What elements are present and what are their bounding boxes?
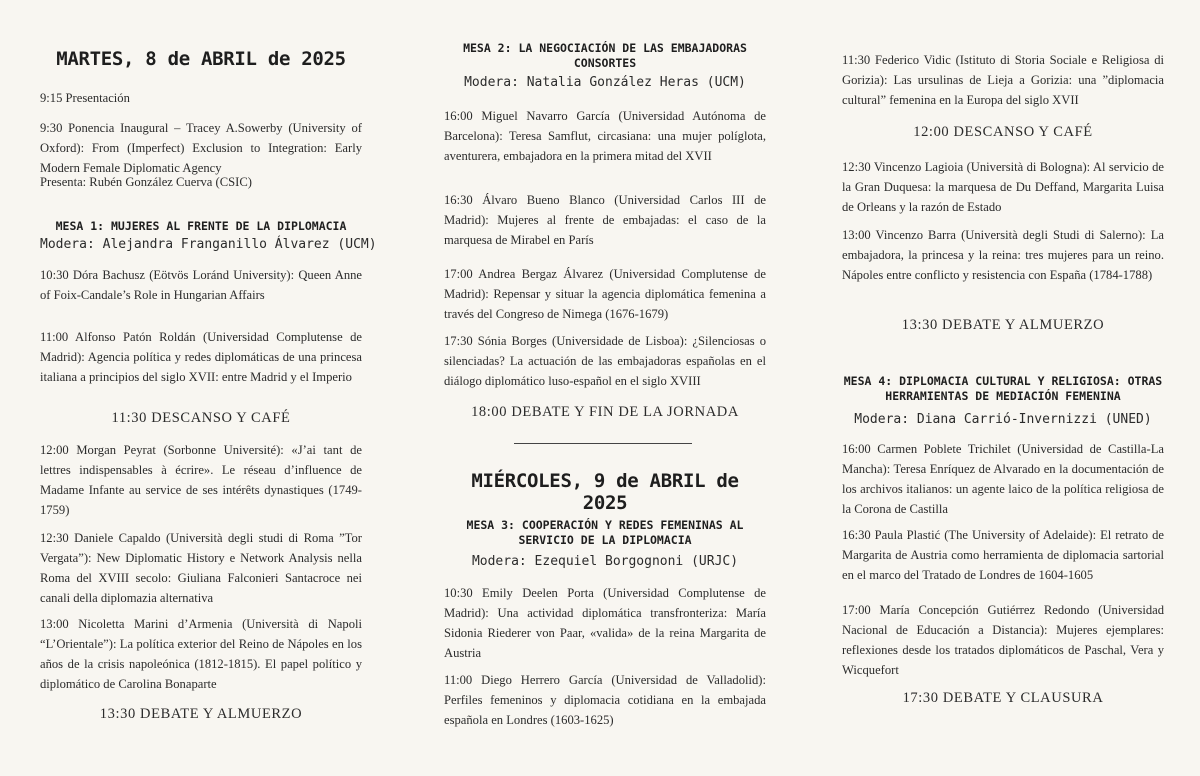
column-day-1 [40,0,377,776]
program-item: 9:15 Presentación [40,91,130,105]
break-item: 11:30 DESCANSO Y CAFÉ [111,410,291,426]
talk-item: 17:00 Andrea Bergaz Álvarez (Universidad Complutense de Madrid): Repensar y situar la agencia diplomática femenina a través del Congreso de Nimega (1676-1679) [444,267,766,321]
break-item: 12:00 DESCANSO Y CAFÉ [913,124,1093,140]
talk-item: 11:00 Diego Herrero García (Universidad de Valladolid): Perfiles femeninos y diplomacia cotidiana en la embajada española en Londres (1603-1625) [444,673,766,727]
break-item: 13:30 DEBATE Y ALMUERZO [901,317,1105,333]
day-heading: MARTES, 8 de ABRIL de 2025 [56,48,346,70]
talk-item: 11:00 Alfonso Patón Roldán (Universidad Complutense de Madrid): Agencia política y redes diplomáticas de una princesa italiana a principios del siglo XVII: entre Madrid y el Imperio [40,330,362,384]
talk-item: 12:00 Morgan Peyrat (Sorbonne Université): «J’ai tant de lettres indispensables à écrire». Le réseau d’influence de Madame Infante au service de ses intérêts dynastiques (1749-1759) [40,443,362,517]
talk-item: 13:00 Vincenzo Barra (Università degli Studi di Salerno): La embajadora, la princesa y la reina: tres mujeres para un reino. Nápoles entre conflicto y resistencia con España (1784-1788) [842,228,1164,282]
talk-item: 13:00 Nicoletta Marini d’Armenia (Università di Napoli “L’Orientale”): La política exterior del Reino de Nápoles en los años de la crisis napoleónica (1812-1815). El papel político y diplomático de Carolina Bonaparte [40,617,362,691]
panel-moderator: Modera: Ezequiel Borgognoni (URJC) [471,554,739,569]
day-heading: MIÉRCOLES, 9 de ABRIL de 2025 [471,470,739,514]
talk-item: 16:00 Miguel Navarro García (Universidad Autónoma de Barcelona): Teresa Samflut, circasiana: una mujer políglota, aventurera, embajadora en la primera mitad del XVII [444,109,766,163]
panel-title: MESA 1: MUJERES AL FRENTE DE LA DIPLOMACIA [55,219,347,233]
panel-moderator: Modera: Alejandra Franganillo Álvarez (UCM) [40,237,377,252]
break-item: 17:30 DEBATE Y CLAUSURA [902,690,1104,706]
panel-title: MESA 4: DIPLOMACIA CULTURAL Y RELIGIOSA: OTRAS HERRAMIENTAS DE MEDIACIÓN FEMENINA [843,374,1163,403]
talk-item: 17:30 Sónia Borges (Universidade de Lisboa): ¿Silenciosas o silenciadas? La actuación de las embajadoras españolas en el diálogo diplomático luso-español en el siglo XVIII [444,334,766,388]
column-day-2 [842,0,1164,776]
panel-moderator: Modera: Diana Carrió-Invernizzi (UNED) [854,412,1152,427]
panel-title: MESA 3: COOPERACIÓN Y REDES FEMENINAS AL SERVICIO DE LA DIPLOMACIA [466,518,744,547]
talk-item: 17:00 María Concepción Gutiérrez Redondo (Universidad Nacional de Educación a Distancia): Mujeres ejemplares: reflexiones desde los tratados diplomáticos de Paschal, Vera y Wicquefort [842,603,1164,677]
talk-item: 16:00 Carmen Poblete Trichilet (Universidad de Castilla-La Mancha): Teresa Enríquez de Alvarado en la documentación de los archivos italianos: un agente laico de la política religiosa de la Corona de Castilla [842,442,1164,516]
program-item: Presenta: Rubén González Cuerva (CSIC) [40,175,252,189]
program-item: 9:30 Ponencia Inaugural – Tracey A.Sowerby (University of Oxford): From (Imperfect) Exclusion to Integration: Early Modern Female Diplomatic Agency [40,121,362,175]
talk-item: 10:30 Emily Deelen Porta (Universidad Complutense de Madrid): Una actividad diplomática transfronteriza: María Sidonia Riederer von Paar, «valida» de la reina Margarita de Austria [444,586,766,660]
break-item: 18:00 DEBATE Y FIN DE LA JORNADA [471,404,739,420]
panel-moderator: Modera: Natalia González Heras (UCM) [464,75,746,90]
talk-item: 12:30 Vincenzo Lagioia (Università di Bologna): Al servicio de la Gran Duquesa: la marquesa de Du Deffand, Margarita Luisa de Orleans y la razón de Estado [842,160,1164,214]
break-item: 13:30 DEBATE Y ALMUERZO [99,706,303,722]
talk-item: 11:30 Federico Vidic (Istituto di Storia Sociale e Religiosa di Gorizia): Las ursulinas de Lieja a Gorizia: una ”diplomacia cultural” femenina en la Europa del siglo XVII [842,53,1164,107]
talk-item: 12:30 Daniele Capaldo (Università degli studi di Roma ”Tor Vergata”): New Diplomatic History e Network Analysis nella Roma del XVIII secolo: Giuliana Falconieri Santacroce nei canali della diplomazia alternativa [40,531,362,605]
talk-item: 16:30 Paula Plastić (The University of Adelaide): El retrato de Margarita de Austria como herramienta de diplomacia sartorial en el marco del Tratado de Londres de 1604-1605 [842,528,1164,582]
divider [514,443,692,444]
panel-title: MESA 2: LA NEGOCIACIÓN DE LAS EMBAJADORAS CONSORTES [463,41,747,70]
talk-item: 16:30 Álvaro Bueno Blanco (Universidad Carlos III de Madrid): Mujeres al frente de embajadas: el caso de la marquesa de Mirabel en París [444,193,766,247]
talk-item: 10:30 Dóra Bachusz (Eötvös Loránd University): Queen Anne of Foix-Candale’s Role in Hungarian Affairs [40,268,362,302]
column-day-1-afternoon [444,0,766,776]
